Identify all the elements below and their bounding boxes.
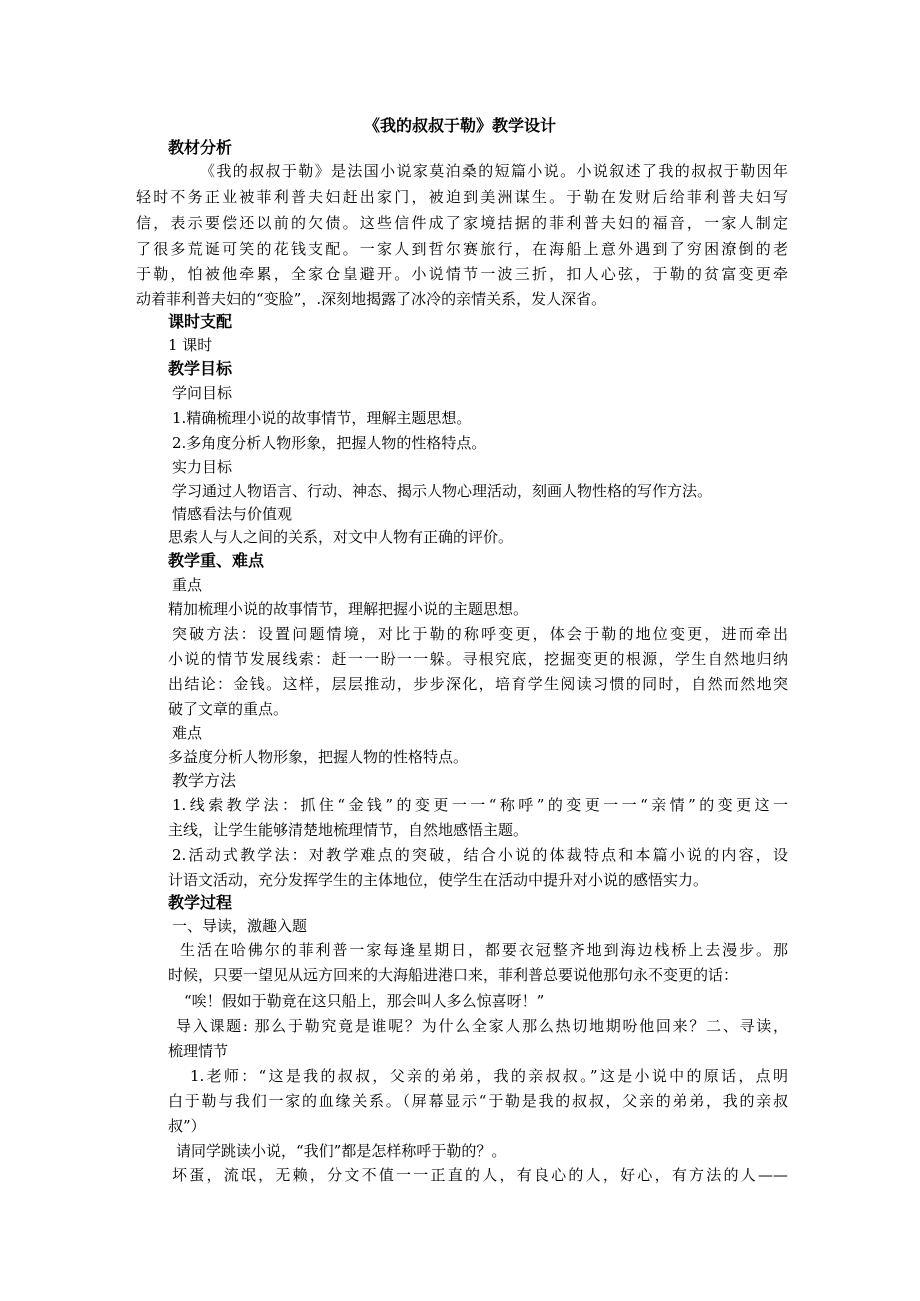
material-heading: 教材分析	[168, 138, 233, 157]
material-line: 信，表示要偿还以前的欠债。这些信件成了家境拮据的菲利普夫妇的福音，一家人制定	[136, 214, 788, 232]
method1-line: 主线，让学生能够清楚地梳理情节，自然地感悟主题。	[168, 821, 529, 839]
lead-line: 导入课题: 那么于勒究竟是谁呢？为什么全家人那么热切地期吩他回来？二、寻读，	[176, 1017, 788, 1035]
material-line: 轻时不务正业被菲利普夫妇赶出家门，被迫到美洲谋生。于勒在发财后给菲利普夫妇写	[136, 188, 788, 206]
document-title: 《我的叔叔于勒》教学设计	[363, 116, 556, 135]
ability-text: 学习通过人物语言、行动、神态、揭示人物心理活动，刻画人物性格的写作方法。	[172, 482, 713, 500]
teacher-line: 1.老师：“这是我的叔叔，父亲的弟弟，我的亲叔叔。”这是小说中的原话，点明	[190, 1067, 788, 1085]
teacher-line: 白于勒与我们一家的血缘关系。（屏幕显示“于勒是我的叔叔，父亲的弟弟，我的亲叔	[168, 1092, 788, 1110]
difficult-label: 难点	[172, 724, 203, 742]
method1-line: 1.线索教学法：抓住“金钱”的变更一一“称呼”的变更一一“亲情”的变更这一	[172, 796, 788, 814]
goals-heading: 教学目标	[168, 359, 233, 378]
material-line: 了很多荒诞可笑的花钱支配。一家人到哲尔赛旅行，在海船上意外遇到了穷困潦倒的老	[136, 240, 788, 258]
process-heading: 教学过程	[168, 893, 233, 912]
ability-heading: 实力目标	[172, 458, 233, 476]
emotion-heading: 情感看法与价值观	[172, 505, 293, 523]
key-heading: 教学重、难点	[168, 551, 265, 570]
method2-line: 2.活动式教学法：对教学难点的突破，结合小说的体裁特点和本篇小说的内容，设	[172, 846, 788, 864]
key-text: 精加梳理小说的故事情节，理解把握小说的主题思想。	[168, 600, 529, 618]
breakthrough-line: 小说的情节发展线索：赶一一盼一一躲。寻根究底，挖掘变更的根源，学生自然地归纳	[168, 650, 788, 668]
intro-line: 时候，只要一望见从远方回来的大海船进港口来，菲利普总要说他那句永不变更的话：	[168, 966, 739, 984]
knowledge-item: 2.多角度分析人物形象，把握人物的性格特点。	[172, 434, 487, 452]
schedule-heading: 课时支配	[168, 312, 233, 331]
intro-line: 生活在哈佛尔的菲利普一家每逢星期日，都要衣冠整齐地到海边栈桥上去漫步。那	[180, 941, 788, 959]
schedule-text: 1 课时	[168, 336, 213, 354]
quote-text: “唉！假如于勒竟在这只船上，那会叫人多么惊喜呀！”	[184, 992, 545, 1010]
ask-text: 请同学跳读小说，“我们”都是怎样称呼于勒的？。	[176, 1142, 507, 1160]
answer-text: 坏蛋，流氓，无赖，分文不值一一正直的人，有良心的人，好心，有方法的人——	[172, 1166, 788, 1184]
material-line: 《我的叔叔于勒》是法国小说家莫泊桑的短篇小说。小说叙述了我的叔叔于勒因年	[200, 162, 788, 180]
step1-heading: 一、导读，激趣入题	[172, 917, 308, 935]
emotion-text: 思索人与人之间的关系，对文中人物有正确的评价。	[168, 528, 514, 546]
method2-line: 计语文活动，充分发挥学生的主体地位，使学生在活动中提升对小说的感悟实力。	[168, 871, 709, 889]
material-line: 动着菲利普夫妇的“变脸”，.深刻地揭露了冰冷的亲情关系，发人深省。	[136, 290, 607, 308]
breakthrough-line: 破了文章的重点。	[168, 700, 289, 718]
knowledge-item: 1.精确梳理小说的故事情节，理解主题思想。	[172, 409, 472, 427]
breakthrough-line: 出结论：金钱。这样，层层推动，步步深化，培育学生阅读习惯的同时，自然而然地突	[168, 675, 788, 693]
knowledge-heading: 学问目标	[172, 384, 233, 402]
material-line: 于勒，怕被他牵累，全家仓皇避开。小说情节一波三折，扣人心弦，于勒的贫富变更牵	[136, 265, 788, 283]
teacher-line: 叔”）	[168, 1117, 206, 1135]
key-label: 重点	[172, 576, 203, 594]
difficult-text: 多益度分析人物形象，把握人物的性格特点。	[168, 748, 469, 766]
lead-line: 梳理情节	[168, 1042, 229, 1060]
breakthrough-line: 突破方法：设置问题情境，对比于勒的称呼变更，体会于勒的地位变更，进而牵出	[172, 625, 788, 643]
method-heading: 教学方法	[172, 771, 237, 790]
